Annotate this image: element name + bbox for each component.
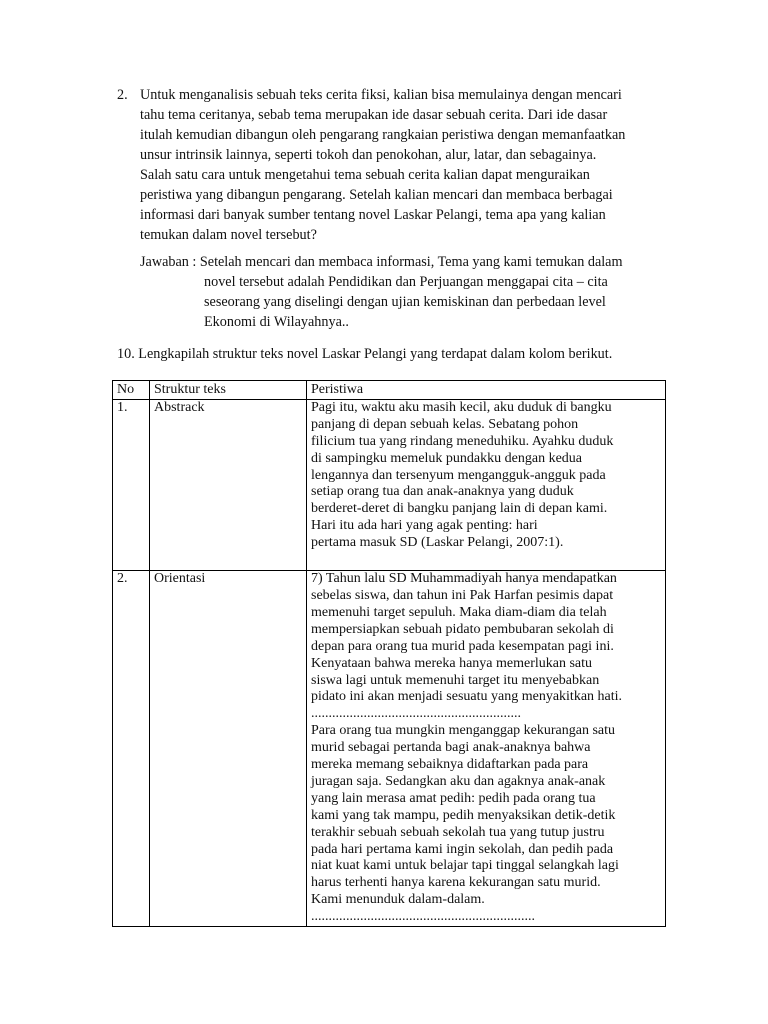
- peristiwa-line: filicium tua yang rindang meneduhiku. Ayahku duduk: [311, 433, 614, 449]
- table-row: [113, 571, 666, 927]
- peristiwa-line: murid sebagai pertanda bagi anak-anaknya bahwa: [311, 740, 591, 756]
- peristiwa-line: pertama masuk SD (Laskar Pelangi, 2007:1).: [311, 535, 564, 551]
- answer-line: seseorang yang diselingi dengan ujian kemiskinan dan perbedaan level: [204, 294, 606, 310]
- question-2-number: 2.: [117, 87, 128, 103]
- table-header-row: [113, 381, 666, 400]
- peristiwa-line: juragan saja. Sedangkan aku dan agaknya anak-anak: [311, 773, 606, 789]
- peristiwa-line: niat kuat kami untuk belajar tapi tinggal selangkah lagi: [311, 858, 619, 874]
- answer-line: Ekonomi di Wilayahnya..: [204, 314, 349, 330]
- question-2-line: temukan dalam novel tersebut?: [140, 227, 317, 243]
- cell-struktur: Orientasi: [150, 571, 307, 927]
- peristiwa-line: memenuhi target sepuluh. Maka diam-diam dia telah: [311, 604, 607, 620]
- peristiwa-line: pada hari pertama kami ingin sekolah, dan pedih pada: [311, 841, 614, 857]
- cell-spacer: [311, 552, 661, 570]
- peristiwa-line: berderet-deret di bangku panjang lain di depan kami.: [311, 501, 608, 517]
- peristiwa-line: Para orang tua mungkin menganggap kekurangan satu: [311, 723, 616, 739]
- question-2-line: informasi dari banyak sumber tentang novel Laskar Pelangi, tema apa yang kalian: [140, 207, 606, 223]
- answer-line: novel tersebut adalah Pendidikan dan Perjuangan menggapai cita – cita: [204, 274, 608, 290]
- question-2-line: tahu tema ceritanya, sebab tema merupakan ide dasar sebuah cerita. Dari ide dasar: [140, 107, 608, 123]
- peristiwa-line: sebelas siswa, dan tahun ini Pak Harfan pesimis dapat: [311, 587, 614, 603]
- answer-line: Jawaban : Setelah mencari dan membaca informasi, Tema yang kami temukan dalam: [140, 254, 623, 270]
- cell-peristiwa: [307, 399, 666, 570]
- question-2-line: itulah kemudian dibangun oleh pengarang rangkaian peristiwa dengan memanfaatkan: [140, 127, 626, 143]
- peristiwa-line: setiap orang tua dan anak-anaknya yang duduk: [311, 484, 574, 500]
- peristiwa-line: Kami menunduk dalam-dalam.: [311, 892, 485, 908]
- question-2-line: unsur intrinsik lainnya, seperti tokoh dan penokohan, alur, latar, dan sebagainya.: [140, 147, 597, 163]
- peristiwa-line: lengannya dan tersenyum mengangguk-angguk pada: [311, 467, 606, 483]
- table-row: [113, 399, 666, 570]
- question-10-text: 10. Lengkapilah struktur teks novel Laskar Pelangi yang terdapat dalam kolom berikut.: [117, 346, 613, 362]
- peristiwa-line: Hari itu ada hari yang agak penting: hari: [311, 518, 538, 534]
- peristiwa-line: panjang di depan sebuah kelas. Sebatang pohon: [311, 416, 579, 432]
- peristiwa-line: depan para orang tua murid pada kesempatan pagi ini.: [311, 638, 614, 654]
- peristiwa-line: siswa lagi untuk memenuhi target itu menyebabkan: [311, 672, 600, 688]
- header-no: No: [113, 381, 150, 400]
- peristiwa-line: kami yang tak mampu, pedih menyaksikan detik-detik: [311, 807, 616, 823]
- question-2-line: Untuk menganalisis sebuah teks cerita fiksi, kalian bisa memulainya dengan mencari: [140, 87, 622, 103]
- peristiwa-line: Pagi itu, waktu aku masih kecil, aku duduk di bangku: [311, 399, 612, 415]
- peristiwa-line: mempersiapkan sebuah pidato pembubaran sekolah di: [311, 621, 614, 637]
- header-peristiwa: Peristiwa: [307, 381, 666, 400]
- peristiwa-line: di sampingku memeluk pundakku dengan kedua: [311, 450, 582, 466]
- cell-peristiwa: [307, 571, 666, 927]
- peristiwa-line: pidato ini akan menjadi sesuatu yang menyakitkan hati.: [311, 689, 623, 705]
- cell-no: 1.: [113, 399, 150, 570]
- peristiwa-line: harus terhenti hanya karena kekurangan satu murid.: [311, 875, 601, 891]
- peristiwa-separator: ............................................................: [311, 706, 521, 722]
- peristiwa-separator: ................................................................: [311, 909, 535, 925]
- peristiwa-line: terakhir sebuah sebuah sekolah tua yang tutup justru: [311, 824, 605, 840]
- cell-no: 2.: [113, 571, 150, 927]
- question-2-line: Salah satu cara untuk mengetahui tema sebuah cerita kalian dapat menguraikan: [140, 167, 590, 183]
- peristiwa-line: mereka memang sebaiknya didaftarkan pada para: [311, 757, 589, 773]
- cell-struktur: Abstrack: [150, 399, 307, 570]
- peristiwa-line: Kenyataan bahwa mereka hanya memerlukan satu: [311, 655, 593, 671]
- peristiwa-line: 7) Tahun lalu SD Muhammadiyah hanya mendapatkan: [311, 571, 617, 587]
- question-2-line: peristiwa yang dibangun pengarang. Setelah kalian mencari dan membaca berbagai: [140, 187, 613, 203]
- header-struktur: Struktur teks: [150, 381, 307, 400]
- peristiwa-line: yang lain merasa amat pedih: pedih pada orang tua: [311, 790, 596, 806]
- structure-table: [112, 380, 666, 927]
